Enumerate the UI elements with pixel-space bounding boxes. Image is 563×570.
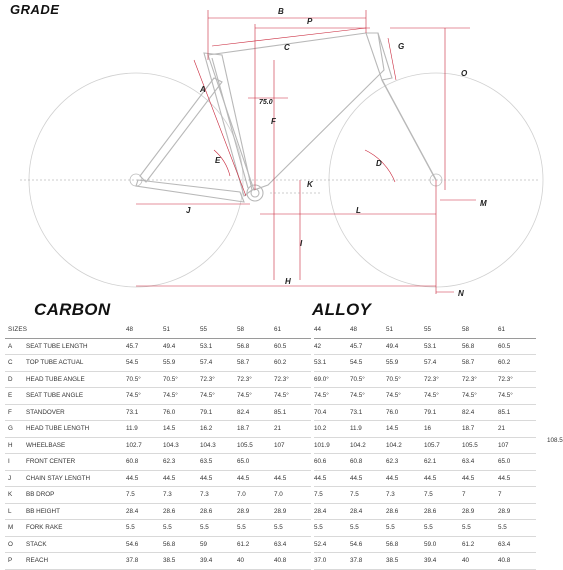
- carbon-cell: 5.5: [200, 520, 237, 537]
- alloy-cell: 44.5: [498, 470, 536, 487]
- carbon-cell: 28.6: [163, 503, 200, 520]
- carbon-cell: 44.5: [200, 470, 237, 487]
- carbon-cell: 7.0: [237, 487, 274, 504]
- alloy-cell: 7: [462, 487, 498, 504]
- carbon-cell: 82.4: [237, 404, 274, 421]
- carbon-row: [5, 503, 311, 520]
- carbon-cell: 73.1: [126, 404, 163, 421]
- alloy-cell: 85.1: [498, 404, 536, 421]
- carbon-cell: 44.5: [274, 470, 311, 487]
- carbon-cell: 72.3°: [274, 371, 311, 388]
- dimension-name: FRONT CENTER: [26, 454, 126, 471]
- alloy-row: [314, 454, 536, 471]
- carbon-cell: 63.4: [274, 536, 311, 553]
- alloy-cell: 7.5: [350, 487, 386, 504]
- carbon-cell: 7.3: [163, 487, 200, 504]
- carbon-cell: 105.5: [237, 437, 274, 454]
- carbon-cell: 40.8: [274, 553, 311, 570]
- carbon-row: [5, 536, 311, 553]
- alloy-row: [314, 355, 536, 372]
- carbon-cell: 70.5°: [163, 371, 200, 388]
- alloy-cell: 5.5: [386, 520, 424, 537]
- carbon-cell: 53.1: [200, 338, 237, 355]
- alloy-cell: 37.0: [314, 553, 350, 570]
- carbon-cell: 44.5: [163, 470, 200, 487]
- carbon-cell: 54.5: [126, 355, 163, 372]
- alloy-cell: 74.5°: [386, 388, 424, 405]
- carbon-cell: 72.3°: [237, 371, 274, 388]
- alloy-cell: 28.6: [424, 503, 462, 520]
- carbon-size: 48: [126, 322, 163, 338]
- alloy-cell: 59.0: [424, 536, 462, 553]
- label-c: C: [284, 43, 290, 52]
- label-j: J: [186, 206, 191, 215]
- carbon-cell: 7.3: [200, 487, 237, 504]
- label-o: O: [461, 69, 468, 78]
- alloy-cell: 105.5: [462, 437, 498, 454]
- carbon-cell: 56.8: [237, 338, 274, 355]
- reference-lines: [20, 180, 540, 193]
- alloy-cell: 58.7: [462, 355, 498, 372]
- carbon-cell: 28.9: [237, 503, 274, 520]
- dimension-code: M: [5, 520, 26, 537]
- bike-frame: [136, 33, 436, 202]
- alloy-cell: 72.3°: [462, 371, 498, 388]
- alloy-cell: 21: [498, 421, 536, 438]
- carbon-row: [5, 470, 311, 487]
- carbon-cell: 7.0: [274, 487, 311, 504]
- alloy-cell: 63.4: [498, 536, 536, 553]
- alloy-size: 51: [386, 322, 424, 338]
- label-p: P: [307, 17, 313, 26]
- alloy-cell: 62.1: [424, 454, 462, 471]
- carbon-cell: 18.7: [237, 421, 274, 438]
- carbon-cell: 49.4: [163, 338, 200, 355]
- carbon-row: [5, 487, 311, 504]
- alloy-cell: 73.1: [350, 404, 386, 421]
- page-title: GRADE: [10, 2, 60, 17]
- alloy-cell: 28.6: [386, 503, 424, 520]
- alloy-cell: 7.3: [386, 487, 424, 504]
- carbon-cell: 45.7: [126, 338, 163, 355]
- carbon-cell: 28.6: [200, 503, 237, 520]
- alloy-cell: 7.5: [314, 487, 350, 504]
- carbon-row: [5, 338, 311, 355]
- alloy-cell: 39.4: [424, 553, 462, 570]
- carbon-cell: 7.5: [126, 487, 163, 504]
- alloy-cell: 14.5: [386, 421, 424, 438]
- alloy-row: [314, 388, 536, 405]
- alloy-row: [314, 503, 536, 520]
- alloy-cell: 53.1: [314, 355, 350, 372]
- carbon-cell: 76.0: [163, 404, 200, 421]
- dimension-name: REACH: [26, 553, 126, 570]
- dimension-lines: [136, 10, 476, 294]
- carbon-cell: 58.7: [237, 355, 274, 372]
- carbon-row: [5, 520, 311, 537]
- dimension-code: D: [5, 371, 26, 388]
- dimension-code: P: [5, 553, 26, 570]
- alloy-geometry-table: [314, 322, 563, 570]
- alloy-size: 44: [314, 322, 350, 338]
- dimension-name: FORK RAKE: [26, 520, 126, 537]
- carbon-cell: 59: [200, 536, 237, 553]
- label-m: M: [480, 199, 487, 208]
- carbon-size: 58: [237, 322, 274, 338]
- carbon-cell: 102.7: [126, 437, 163, 454]
- dimension-name: BB DROP: [26, 487, 126, 504]
- alloy-cell: 70.4: [314, 404, 350, 421]
- carbon-row: [5, 553, 311, 570]
- alloy-row: [314, 371, 536, 388]
- alloy-cell: 57.4: [424, 355, 462, 372]
- alloy-cell: 5.5: [350, 520, 386, 537]
- alloy-cell: 72.3°: [424, 371, 462, 388]
- carbon-cell: 5.5: [163, 520, 200, 537]
- alloy-size: 58: [462, 322, 498, 338]
- alloy-cell: 37.8: [350, 553, 386, 570]
- alloy-cell: 104.2: [386, 437, 424, 454]
- alloy-cell: 44.5: [424, 470, 462, 487]
- alloy-cell: 40: [462, 553, 498, 570]
- dimension-name: STACK: [26, 536, 126, 553]
- carbon-cell: 16.2: [200, 421, 237, 438]
- alloy-cell: 42: [314, 338, 350, 355]
- alloy-cell: 74.5°: [350, 388, 386, 405]
- alloy-cell: 55.9: [386, 355, 424, 372]
- carbon-size: 61: [274, 322, 311, 338]
- alloy-cell: 76.0: [386, 404, 424, 421]
- alloy-cell: 44.5: [386, 470, 424, 487]
- alloy-row: [314, 536, 536, 553]
- carbon-cell: 5.5: [274, 520, 311, 537]
- alloy-cell: 56.8: [462, 338, 498, 355]
- dimension-code: F: [5, 404, 26, 421]
- alloy-cell: 44.5: [462, 470, 498, 487]
- alloy-cell: 54.5: [350, 355, 386, 372]
- carbon-cell: 60.5: [274, 338, 311, 355]
- alloy-cell: 52.4: [314, 536, 350, 553]
- dimension-code: K: [5, 487, 26, 504]
- alloy-cell: 53.1: [424, 338, 462, 355]
- dimension-name: WHEELBASE: [26, 437, 126, 454]
- alloy-cell: 10.2: [314, 421, 350, 438]
- carbon-cell: 61.2: [237, 536, 274, 553]
- label-e: E: [215, 156, 221, 165]
- label-d: D: [376, 159, 382, 168]
- alloy-cell: 70.5°: [350, 371, 386, 388]
- alloy-cell: 5.5: [462, 520, 498, 537]
- carbon-cell: 21: [274, 421, 311, 438]
- carbon-cell: 57.4: [200, 355, 237, 372]
- alloy-cell: 74.5°: [462, 388, 498, 405]
- alloy-cell: 44.5: [314, 470, 350, 487]
- alloy-cell: 70.5°: [386, 371, 424, 388]
- carbon-cell: 74.5°: [274, 388, 311, 405]
- carbon-cell: 72.3°: [200, 371, 237, 388]
- dimension-name: HEAD TUBE ANGLE: [26, 371, 126, 388]
- label-i: I: [300, 239, 303, 248]
- alloy-size: 55: [424, 322, 462, 338]
- carbon-size: 51: [163, 322, 200, 338]
- alloy-cell: 107: [498, 437, 536, 454]
- label-angle: 75.0: [259, 99, 273, 106]
- dimension-code: J: [5, 470, 26, 487]
- label-n: N: [458, 289, 464, 298]
- alloy-cell: 63.4: [462, 454, 498, 471]
- alloy-cell: 18.7: [462, 421, 498, 438]
- alloy-cell: 38.5: [386, 553, 424, 570]
- label-g: G: [398, 42, 405, 51]
- label-a: A: [200, 85, 206, 94]
- alloy-row: [314, 338, 536, 355]
- carbon-header-row: [5, 322, 311, 338]
- carbon-cell: [274, 454, 311, 471]
- alloy-cell: 7: [498, 487, 536, 504]
- dimension-code: A: [5, 338, 26, 355]
- dimension-name: SEAT TUBE LENGTH: [26, 338, 126, 355]
- carbon-cell: 74.5°: [126, 388, 163, 405]
- alloy-cell: 82.4: [462, 404, 498, 421]
- alloy-size: 61: [498, 322, 536, 338]
- alloy-cell: 61.2: [462, 536, 498, 553]
- alloy-title: ALLOY: [312, 300, 372, 319]
- alloy-cell: 7.5: [424, 487, 462, 504]
- label-b: B: [278, 7, 284, 16]
- dimension-code: I: [5, 454, 26, 471]
- dimension-code: L: [5, 503, 26, 520]
- carbon-row: [5, 421, 311, 438]
- label-l: L: [356, 206, 361, 215]
- alloy-cell: 104.2: [350, 437, 386, 454]
- alloy-cell: 28.9: [462, 503, 498, 520]
- alloy-cell: 60.2: [498, 355, 536, 372]
- label-h: H: [285, 277, 291, 286]
- dimension-name: TOP TUBE ACTUAL: [26, 355, 126, 372]
- carbon-cell: 56.8: [163, 536, 200, 553]
- carbon-cell: 60.2: [274, 355, 311, 372]
- alloy-row: [314, 470, 536, 487]
- carbon-cell: 65.0: [237, 454, 274, 471]
- dimension-name: SEAT TUBE ANGLE: [26, 388, 126, 405]
- alloy-cell: 72.3°: [498, 371, 536, 388]
- alloy-cell: 79.1: [424, 404, 462, 421]
- carbon-cell: 14.5: [163, 421, 200, 438]
- dimension-name: HEAD TUBE LENGTH: [26, 421, 126, 438]
- alloy-header-row: [314, 322, 536, 338]
- carbon-cell: 55.9: [163, 355, 200, 372]
- carbon-row: [5, 355, 311, 372]
- alloy-row: [314, 437, 536, 454]
- carbon-cell: 63.5: [200, 454, 237, 471]
- dimension-name: CHAIN STAY LENGTH: [26, 470, 126, 487]
- dimension-code: H: [5, 437, 26, 454]
- carbon-cell: 37.8: [126, 553, 163, 570]
- alloy-cell: 28.4: [314, 503, 350, 520]
- dimension-code: O: [5, 536, 26, 553]
- carbon-cell: 28.4: [126, 503, 163, 520]
- alloy-cell: 62.3: [386, 454, 424, 471]
- carbon-cell: 74.5°: [163, 388, 200, 405]
- alloy-cell: 108.5: [547, 437, 563, 444]
- alloy-row: [314, 421, 536, 438]
- alloy-cell: 54.6: [350, 536, 386, 553]
- alloy-cell: 69.0°: [314, 371, 350, 388]
- alloy-row: [314, 520, 536, 537]
- carbon-cell: 5.5: [237, 520, 274, 537]
- alloy-cell: 105.7: [424, 437, 462, 454]
- carbon-cell: 60.8: [126, 454, 163, 471]
- alloy-cell: 16: [424, 421, 462, 438]
- carbon-cell: 44.5: [126, 470, 163, 487]
- carbon-row: [5, 454, 311, 471]
- alloy-cell: 101.9: [314, 437, 350, 454]
- alloy-cell: 74.5°: [424, 388, 462, 405]
- carbon-cell: 104.3: [163, 437, 200, 454]
- carbon-cell: 104.3: [200, 437, 237, 454]
- carbon-cell: 74.5°: [237, 388, 274, 405]
- carbon-cell: 39.4: [200, 553, 237, 570]
- alloy-cell: 28.4: [350, 503, 386, 520]
- alloy-cell: 5.5: [498, 520, 536, 537]
- dimension-code: E: [5, 388, 26, 405]
- alloy-cell: 56.8: [386, 536, 424, 553]
- carbon-cell: 74.5°: [200, 388, 237, 405]
- sizes-label: SIZES: [8, 326, 28, 334]
- alloy-cell: 60.5: [498, 338, 536, 355]
- alloy-cell: 44.5: [350, 470, 386, 487]
- alloy-cell: 5.5: [424, 520, 462, 537]
- alloy-cell: 60.6: [314, 454, 350, 471]
- carbon-cell: 70.5°: [126, 371, 163, 388]
- carbon-cell: 54.6: [126, 536, 163, 553]
- alloy-cell: 60.8: [350, 454, 386, 471]
- carbon-cell: 28.9: [274, 503, 311, 520]
- alloy-row: [314, 404, 536, 421]
- alloy-cell: 65.0: [498, 454, 536, 471]
- carbon-cell: 79.1: [200, 404, 237, 421]
- carbon-cell: 85.1: [274, 404, 311, 421]
- dimension-code: G: [5, 421, 26, 438]
- carbon-cell: 38.5: [163, 553, 200, 570]
- carbon-row: [5, 371, 311, 388]
- alloy-cell: 28.9: [498, 503, 536, 520]
- alloy-row: [314, 553, 536, 570]
- carbon-row: [5, 437, 311, 454]
- carbon-row: [5, 404, 311, 421]
- carbon-title: CARBON: [34, 300, 111, 319]
- alloy-size: 48: [350, 322, 386, 338]
- alloy-cell: 11.9: [350, 421, 386, 438]
- carbon-geometry-table: [5, 322, 311, 570]
- carbon-size: 55: [200, 322, 237, 338]
- carbon-cell: 62.3: [163, 454, 200, 471]
- alloy-cell: 5.5: [314, 520, 350, 537]
- carbon-cell: 11.9: [126, 421, 163, 438]
- carbon-row: [5, 388, 311, 405]
- dimension-name: STANDOVER: [26, 404, 126, 421]
- label-k: K: [307, 180, 313, 189]
- alloy-cell: 74.5°: [314, 388, 350, 405]
- label-f: F: [271, 117, 276, 126]
- alloy-cell: 45.7: [350, 338, 386, 355]
- carbon-cell: 40: [237, 553, 274, 570]
- alloy-row: [314, 487, 536, 504]
- alloy-cell: 40.8: [498, 553, 536, 570]
- dimension-name: BB HEIGHT: [26, 503, 126, 520]
- alloy-cell: 74.5°: [498, 388, 536, 405]
- dimension-code: C: [5, 355, 26, 372]
- alloy-cell: 49.4: [386, 338, 424, 355]
- carbon-cell: 44.5: [237, 470, 274, 487]
- carbon-cell: 107: [274, 437, 311, 454]
- carbon-cell: 5.5: [126, 520, 163, 537]
